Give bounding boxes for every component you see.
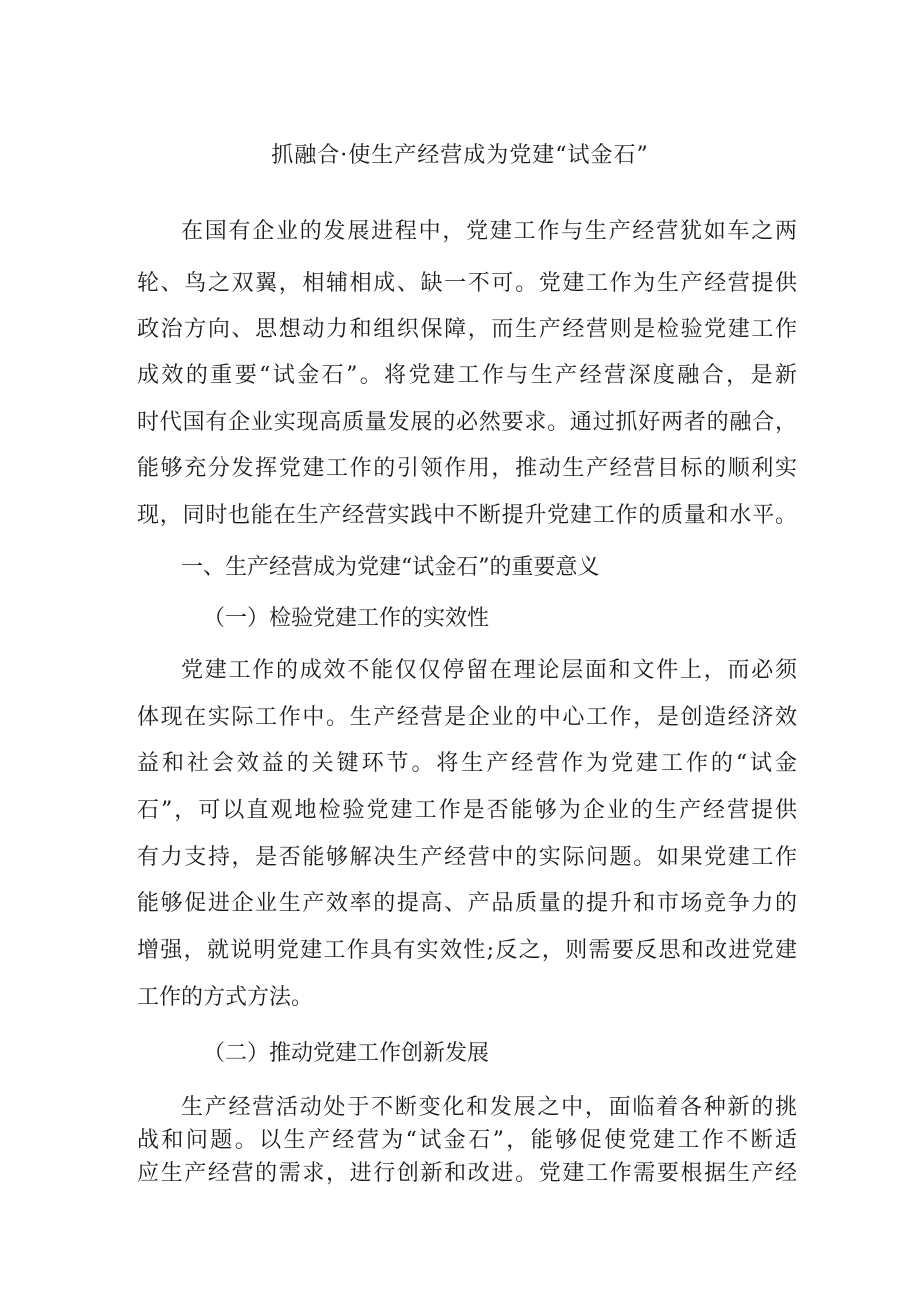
intro-line: 政治方向、思想动力和组织保障，而生产经营则是检验党建工作: [137, 317, 797, 342]
paragraph-line: 党建工作的成效不能仅仅停留在理论层面和文件上，而必须: [181, 658, 797, 683]
intro-line: 成效的重要“试金石”。将党建工作与生产经营深度融合，是新: [137, 363, 797, 388]
document-title: 抓融合·使生产经营成为党建“试金石”: [271, 143, 649, 168]
paragraph-line: 能够促进企业生产效率的提高、产品质量的提升和市场竞争力的: [137, 891, 797, 916]
paragraph-line: 应生产经营的需求，进行创新和改进。党建工作需要根据生产经: [137, 1161, 797, 1186]
paragraph-line: 有力支持，是否能够解决生产经营中的实际问题。如果党建工作: [137, 845, 797, 870]
subsection-heading-1: （一）检验党建工作的实效性: [203, 606, 490, 631]
intro-line: 时代国有企业实现高质量发展的必然要求。通过抓好两者的融合，: [137, 410, 797, 435]
intro-line: 现，同时也能在生产经营实践中不断提升党建工作的质量和水平。: [137, 503, 797, 528]
section-heading-1: 一、生产经营成为党建“试金石”的重要意义: [181, 555, 600, 580]
intro-line: 轮、鸟之双翼，相辅相成、缺一不可。党建工作为生产经营提供: [137, 271, 797, 296]
paragraph-line: 战和问题。以生产经营为“试金石”，能够促使党建工作不断适: [137, 1128, 797, 1153]
paragraph-line: 石”，可以直观地检验党建工作是否能够为企业的生产经营提供: [137, 798, 797, 823]
paragraph-line: 工作的方式方法。: [137, 985, 314, 1010]
paragraph-line: 益和社会效益的关键环节。将生产经营作为党建工作的“试金: [137, 751, 797, 776]
intro-line: 能够充分发挥党建工作的引领作用，推动生产经营目标的顺利实: [137, 456, 797, 481]
intro-line: 在国有企业的发展进程中，党建工作与生产经营犹如车之两: [181, 219, 797, 244]
subsection-heading-2: （二）推动党建工作创新发展: [203, 1041, 490, 1066]
paragraph-line: 生产经营活动处于不断变化和发展之中，面临着各种新的挑: [181, 1095, 797, 1120]
paragraph-line: 体现在实际工作中。生产经营是企业的中心工作，是创造经济效: [137, 705, 797, 730]
paragraph-line: 增强，就说明党建工作具有实效性;反之，则需要反思和改进党建: [137, 938, 797, 963]
